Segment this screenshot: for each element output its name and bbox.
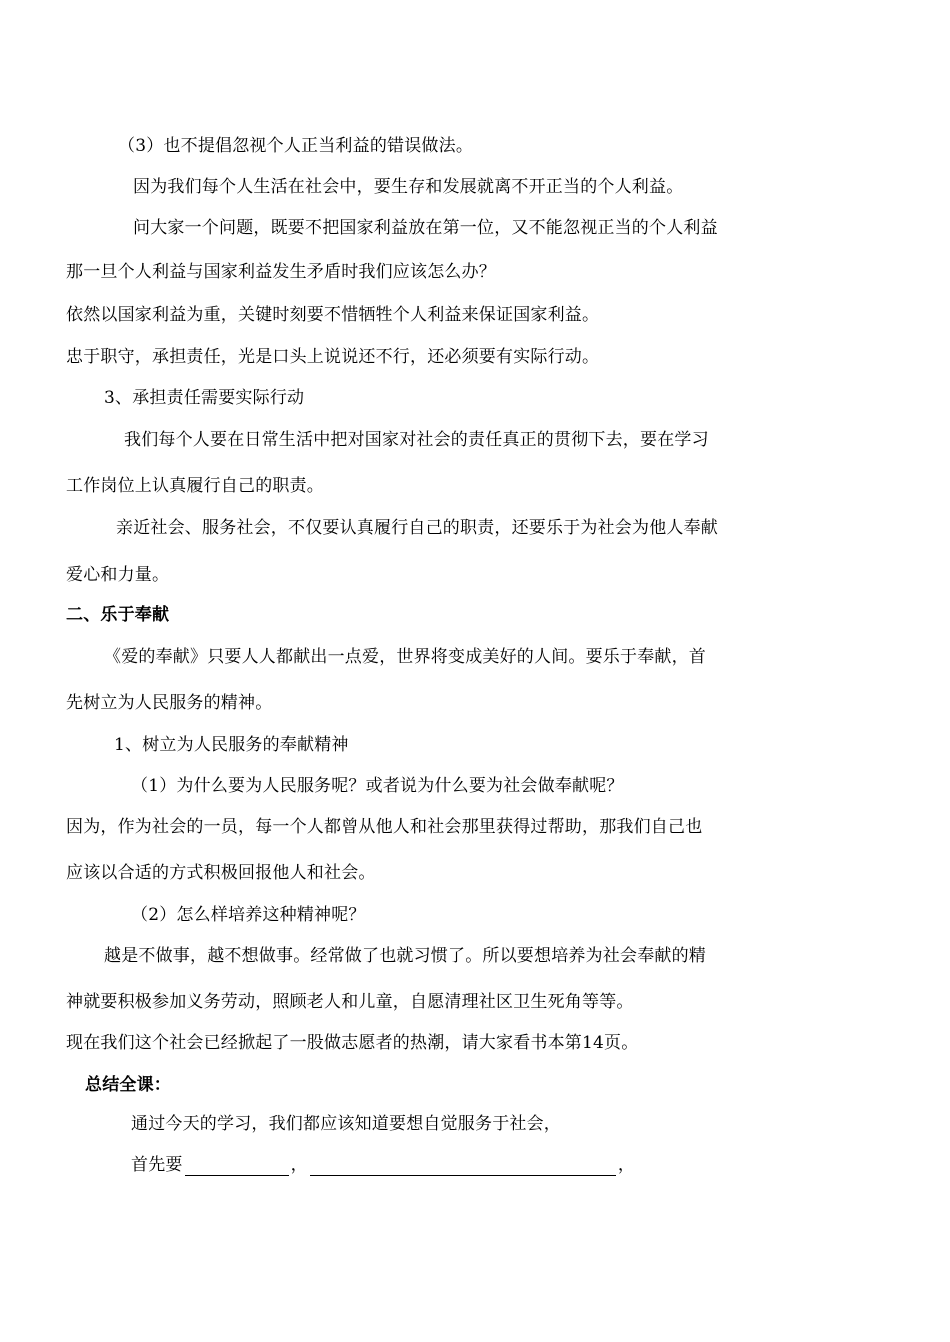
text-line-2: 因为我们每个人生活在社会中，要生存和发展就离不开正当的个人利益。 (133, 177, 684, 197)
text-line-24: 通过今天的学习，我们都应该知道要想自觉服务于社会， (131, 1114, 561, 1134)
text-line-21: 神就要积极参加义务劳动，照顾老人和儿童，自愿清理社区卫生死角等等。 (66, 992, 634, 1012)
text-line-20: 越是不做事，越不想做事。经常做了也就习惯了。所以要想培养为社会奉献的精 (104, 946, 706, 966)
text-line-9: 工作岗位上认真履行自己的职责。 (66, 476, 324, 496)
text-line-4: 那一旦个人利益与国家利益发生矛盾时我们应该怎么办？ (66, 262, 496, 282)
text-line-18: 应该以合适的方式积极回报他人和社会。 (66, 863, 376, 883)
text-line-17: 因为，作为社会的一员，每一个人都曾从他人和社会那里获得过帮助，那我们自己也 (66, 817, 703, 837)
text-line-14: 先树立为人民服务的精神。 (66, 693, 273, 713)
text-line-6: 忠于职守，承担责任，光是口头上说说还不行，还必须要有实际行动。 (66, 347, 600, 367)
text-line-5: 依然以国家利益为重，关键时刻要不惜牺牲个人利益来保证国家利益。 (66, 305, 600, 325)
question-1: （1）为什么要为人民服务呢？或者说为什么要为社会做奉献呢？ (131, 776, 624, 796)
fill-suffix: ， (617, 1155, 636, 1175)
text-line-8: 我们每个人要在日常生活中把对国家对社会的责任真正的贯彻下去，要在学习 (124, 430, 709, 450)
text-line-3: 问大家一个问题，既要不把国家利益放在第一位，又不能忽视正当的个人利益 (133, 218, 718, 238)
text-line-22: 现在我们这个社会已经掀起了一股做志愿者的热潮，请大家看书本第14页。 (66, 1033, 639, 1053)
text-line-13: 《爱的奉献》只要人人都献出一点爱，世界将变成美好的人间。要乐于奉献，首 (104, 647, 706, 667)
fill-separator: ， (290, 1155, 308, 1175)
blank-2[interactable] (310, 1157, 616, 1176)
subsection-heading-1: 1、树立为人民服务的奉献精神 (114, 735, 349, 755)
text-line-11: 爱心和力量。 (66, 565, 170, 585)
fill-in-line (131, 1154, 635, 1176)
question-2: （2）怎么样培养这种精神呢？ (131, 905, 366, 925)
text-line-10: 亲近社会、服务社会，不仅要认真履行自己的职责，还要乐于为社会为他人奉献 (116, 518, 718, 538)
section-heading-3: 3、承担责任需要实际行动 (104, 388, 305, 408)
text-line-1: （3）也不提倡忽视个人正当利益的错误做法。 (118, 136, 474, 156)
fill-prefix: 首先要 (131, 1155, 183, 1175)
blank-1[interactable] (185, 1157, 289, 1176)
chapter-heading-2: 二、乐于奉献 (66, 605, 170, 625)
summary-heading: 总结全课： (85, 1075, 171, 1095)
